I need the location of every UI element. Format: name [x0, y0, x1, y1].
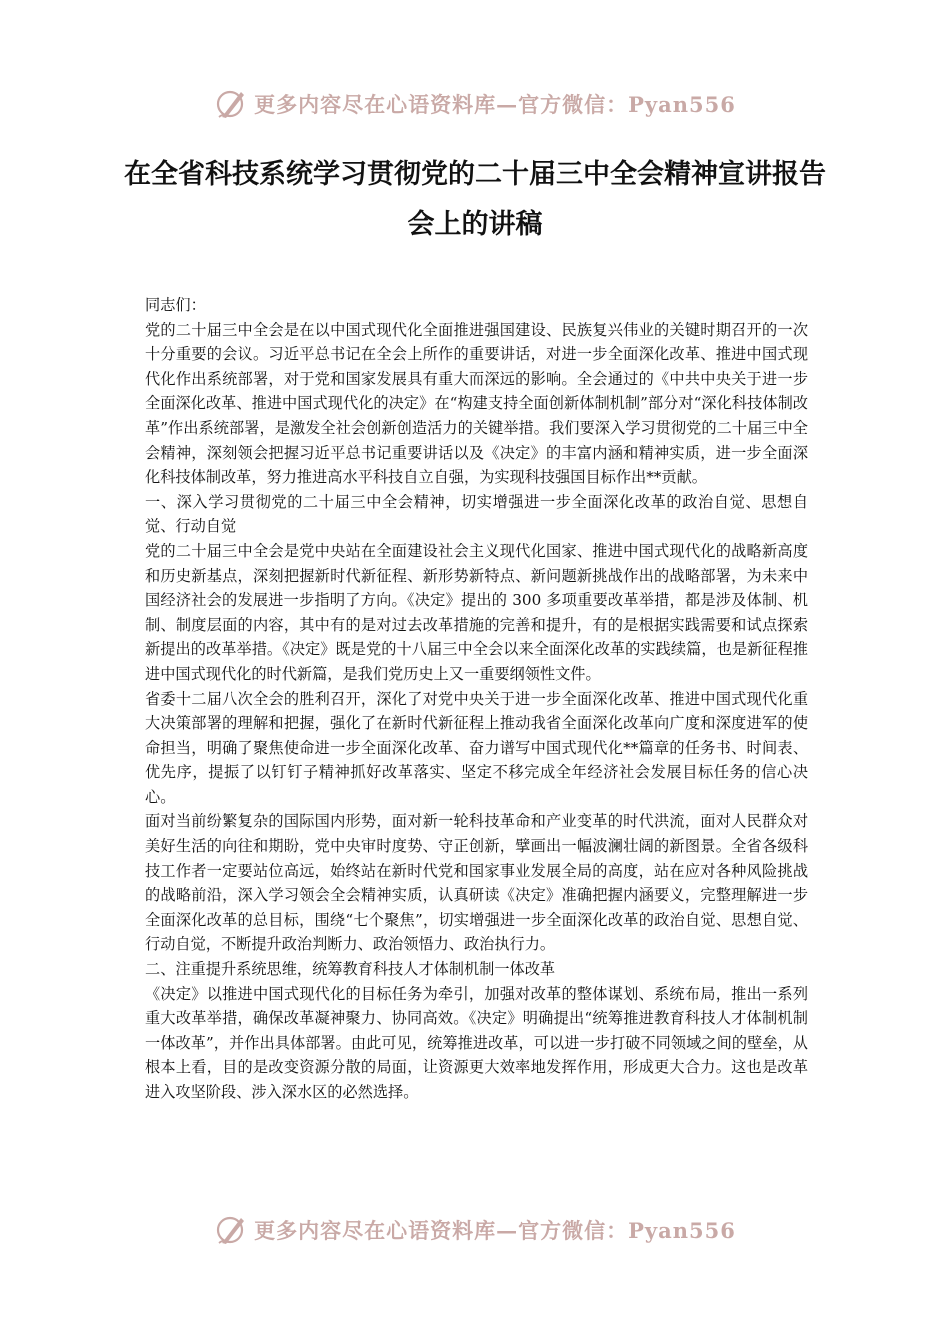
salutation: 同志们：	[145, 296, 206, 314]
document-body	[145, 293, 808, 1105]
document-title: 在全省科技系统学习贯彻党的二十届三中全会精神宣讲报告会上的讲稿	[124, 159, 826, 240]
paragraph: 党的二十届三中全会是党中央站在全面建设社会主义现代化国家、推进中国式现代化的战略新高度和历史新基点，深刻把握新时代新征程、新形势新特点、新问题新挑战作出的战略部署，为未来中国经济社会的发展进一步指明了方向。《决定》提出的 300 多项重要改革举措，都是涉及体制、机制、制度层面的内容，其中有的是对过去改革措施的完善和提升，有的是根据实践需要和试点探索新提出的改革举措。《决定》既是党的十八届三中全会以来全面深化改革的实践续篇，也是新征程推进中国式现代化的时代新篇，是我们党历史上又一重要纲领性文件。	[145, 541, 808, 683]
paragraph: 省委十二届八次全会的胜利召开，深化了对党中央关于进一步全面深化改革、推进中国式现代化重大决策部署的理解和把握，强化了在新时代新征程上推动我省全面深化改革向广度和深度进军的使命担当，明确了聚焦使命进一步全面深化改革、奋力谱写中国式现代化**篇章的任务书、时间表、优先序，提振了以钉钉子精神抓好改革落实、坚定不移完成全年经济社会发展目标任务的信心决心。	[145, 689, 808, 806]
section-heading: 一、深入学习贯彻党的二十届三中全会精神，切实增强进一步全面深化改革的政治自觉、思想自觉、行动自觉	[145, 492, 808, 536]
watermark-text: 更多内容尽在心语资料库—官方微信：Pyan556	[254, 1218, 736, 1243]
paragraph: 《决定》以推进中国式现代化的目标任务为牵引，加强对改革的整体谋划、系统布局，推出一系列重大改革举措，确保改革凝神聚力、协同高效。《决定》明确提出“统筹推进教育科技人才体制机制一体改革”，并作出具体部署。由此可见，统筹推进改革，可以进一步打破不同领域之间的壁垒，从根本上看，目的是改变资源分散的局面，让资源更大效率地发挥作用，形成更大合力。这也是改革进入攻坚阶段、涉入深水区的必然选择。	[145, 984, 808, 1101]
watermark-banner-top	[0, 84, 950, 124]
quill-seal-icon	[214, 1213, 248, 1247]
section-heading: 二、注重提升系统思维，统筹教育科技人才体制机制一体改革	[145, 960, 556, 979]
watermark-banner-bottom	[0, 1210, 950, 1250]
paragraph: 面对当前纷繁复杂的国际国内形势，面对新一轮科技革命和产业变革的时代洪流，面对人民群众对美好生活的向往和期盼，党中央审时度势、守正创新，擘画出一幅波澜壮阔的新图景。全省各级科技工作者一定要站位高远，始终站在新时代党和国家事业发展全局的高度，站在应对各种风险挑战的战略前沿，深入学习领会全会精神实质，认真研读《决定》准确把握内涵要义，完整理解进一步全面深化改革的总目标，围绕“七个聚焦”，切实增强进一步全面深化改革的政治自觉、思想自觉、行动自觉，不断提升政治判断力、政治领悟力、政治执行力。	[145, 812, 808, 954]
watermark-text: 更多内容尽在心语资料库—官方微信：Pyan556	[254, 92, 736, 117]
paragraph: 党的二十届三中全会是在以中国式现代化全面推进强国建设、民族复兴伟业的关键时期召开的一次十分重要的会议。习近平总书记在全会上所作的重要讲话，对进一步全面深化改革、推进中国式现代化作出系统部署，对于党和国家发展具有重大而深远的影响。全会通过的《中共中央关于进一步全面深化改革、推进中国式现代化的决定》在“构建支持全面创新体制机制”部分对“深化科技体制改革”作出系统部署，是激发全社会创新创造活力的关键举措。我们要深入学习贯彻党的二十届三中全会精神，深刻领会把握习近平总书记重要讲话以及《决定》的丰富内涵和精神实质，进一步全面深化科技体制改革，努力推进高水平科技自立自强，为实现科技强国目标作出**贡献。	[145, 320, 808, 487]
quill-seal-icon	[214, 87, 248, 121]
